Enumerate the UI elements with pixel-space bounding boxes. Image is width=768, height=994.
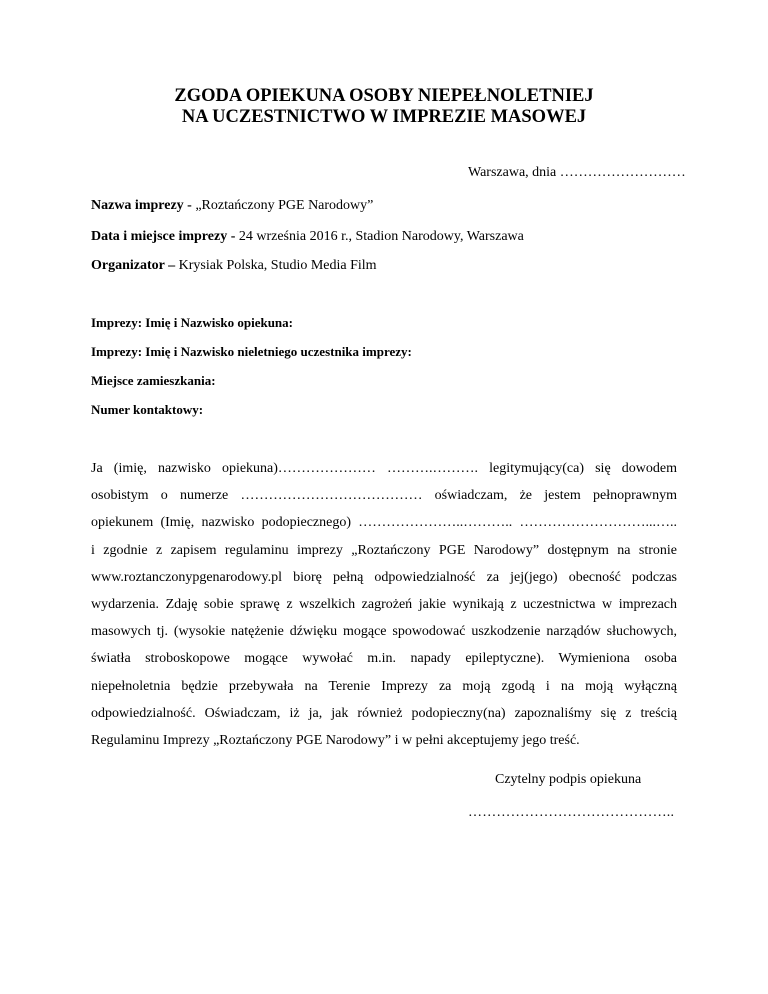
organizer-label: Organizator – [91,258,176,273]
organizer-value: Krysiak Polska, Studio Media Film [175,258,377,273]
declaration-last-line: Regulaminu Imprezy „Roztańczony PGE Narodowy” i w pełni akceptujemy jego treść. [91,733,580,749]
declaration-line: opiekunem (Imię, nazwisko podopiecznego) …………………..……….. ………………………...….. [91,515,677,531]
document-title-line-2: NA UCZESTNICTWO W IMPREZIE MASOWEJ [181,107,587,127]
organizer-line [91,258,377,274]
declaration-line: i zgodnie z zapisem regulaminu imprezy „Roztańczony PGE Narodowy” dostępnym na stronie [91,542,677,558]
guardian-name-field: Imprezy: Imię i Nazwisko opiekuna: [91,315,293,330]
event-date-value: 24 września 2016 r., Stadion Narodowy, Warszawa [235,229,524,244]
phone-field: Numer kontaktowy: [91,402,204,417]
declaration-line: masowych tj. (wysokie natężenie dźwięku mogące spowodować uszkodzenie narządów słuchowych, [91,624,677,640]
place-and-date: Warszawa, dnia ……………………… [468,165,686,180]
declaration-line: osobistym o numerze ………………………………… oświadczam, że jestem pełnoprawnym [91,488,677,504]
minor-name-field: Imprezy: Imię i Nazwisko nieletniego uczestnika imprezy: [91,344,412,359]
residence-field: Miejsce zamieszkania: [91,373,216,388]
declaration-line: www.roztanczonypgenarodowy.pl biorę pełną odpowiedzialność za jej(jego) obecność podczas [91,569,677,585]
declaration-text [91,455,677,754]
declaration-line: niepełnoletnia będzie przebywała na Terenie Imprezy za moją zgodą i na moją wyłączną [91,678,677,694]
declaration-line: wydarzenia. Zdaję sobie sprawę z wszelkich zagrożeń jakie wynikają z uczestnictwa w imprezach [91,597,677,613]
declaration-line: Ja (imię, nazwisko opiekuna)………………… ……….………. legitymujący(ca) się dowodem [91,461,677,476]
event-name-line [91,198,373,214]
event-date-label: Data i miejsce imprezy - [91,229,236,244]
signature-line: …………………………………….. [468,805,675,820]
declaration-line: światła stroboskopowe mogące wywołać m.in. napady epileptyczne). Wymieniona osoba [91,651,677,667]
event-name-value: „Roztańczony PGE Narodowy” [191,198,374,213]
declaration-line: odpowiedzialność. Oświadczam, iż ja, jak również podopieczny(na) zapoznaliśmy się z treścią [91,705,677,721]
signature-label: Czytelny podpis opiekuna [495,772,642,787]
document-title-line-1: ZGODA OPIEKUNA OSOBY NIEPEŁNOLETNIEJ [174,86,594,106]
event-name-label: Nazwa imprezy - [91,198,192,213]
event-date-place-line [91,229,524,245]
